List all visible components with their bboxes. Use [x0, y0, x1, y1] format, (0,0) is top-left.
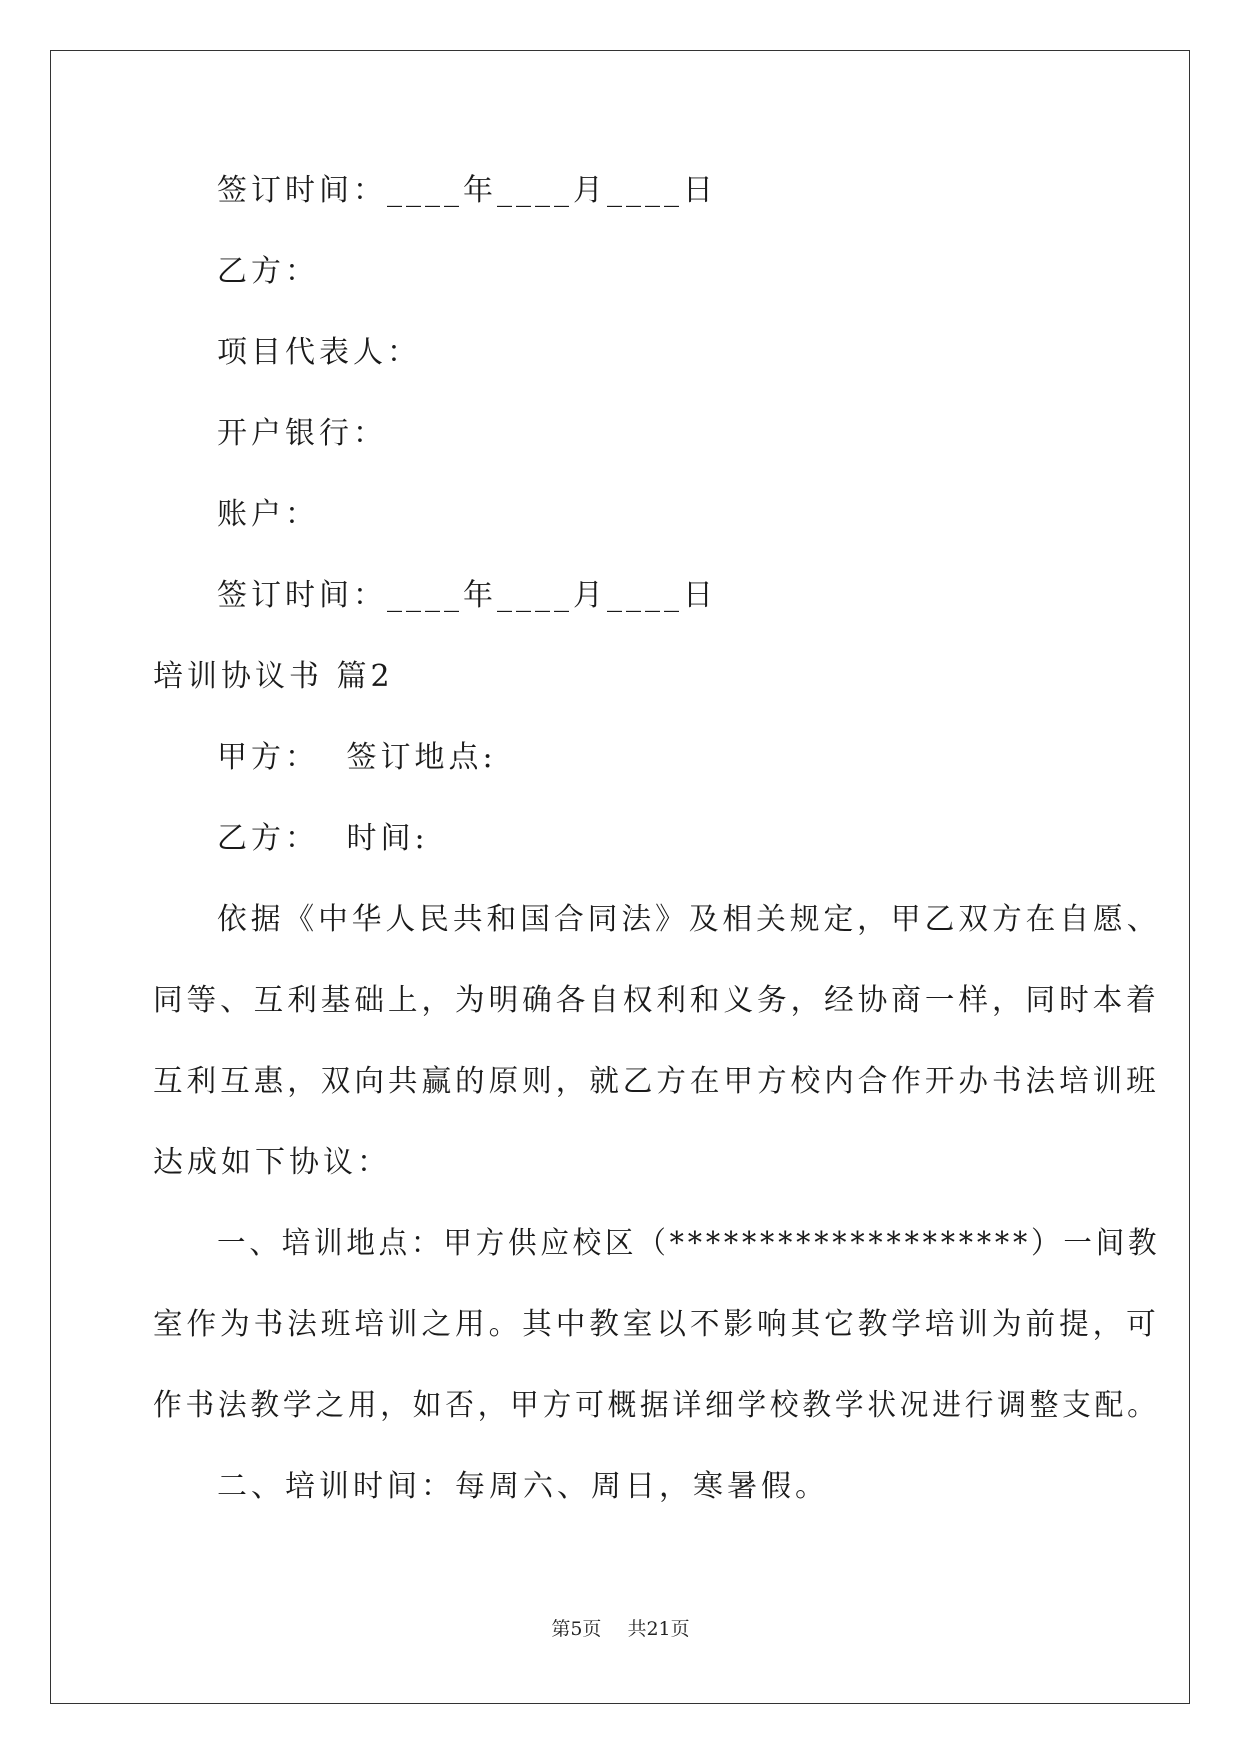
section-heading: 培训协议书 篇2 — [153, 659, 394, 694]
party-a-place-line: 甲方： 签订地点: — [217, 740, 497, 775]
sign-date-line-2: 签订时间：____年____月____日 — [217, 578, 717, 613]
clause-2-line: 二、培训时间：每周六、周日，寒暑假。 — [217, 1469, 829, 1504]
account-label: 账户： — [217, 497, 319, 532]
paragraph-line: 达成如下协议： — [153, 1145, 391, 1180]
clause-1-line: 一、培训地点：甲方供应校区（********************）一间教 — [217, 1226, 1161, 1261]
party-b-label: 乙方： — [217, 254, 319, 289]
paragraph-line: 依据《中华人民共和国合同法》及相关规定，甲乙双方在自愿、 — [217, 902, 1161, 937]
page-footer — [0, 1616, 1241, 1642]
clause-1-line: 作书法教学之用，如否，甲方可概据详细学校教学状况进行调整支配。 — [153, 1388, 1160, 1423]
page-total: 共21页 — [627, 1618, 690, 1640]
paragraph-line: 同等、互利基础上，为明确各自权利和义务，经协商一样，同时本着 — [153, 983, 1160, 1018]
paragraph-line: 互利互惠，双向共赢的原则，就乙方在甲方校内合作开办书法培训班 — [153, 1064, 1160, 1099]
page-border — [50, 50, 1190, 1704]
party-b-time-line: 乙方： 时间: — [217, 821, 429, 856]
page-number: 第5页 — [551, 1618, 602, 1640]
clause-1-line: 室作为书法班培训之用。其中教室以不影响其它教学培训为前提，可 — [153, 1307, 1160, 1342]
project-representative-label: 项目代表人： — [217, 335, 421, 370]
sign-date-line-1: 签订时间：____年____月____日 — [217, 173, 717, 208]
bank-label: 开户银行： — [217, 416, 387, 451]
